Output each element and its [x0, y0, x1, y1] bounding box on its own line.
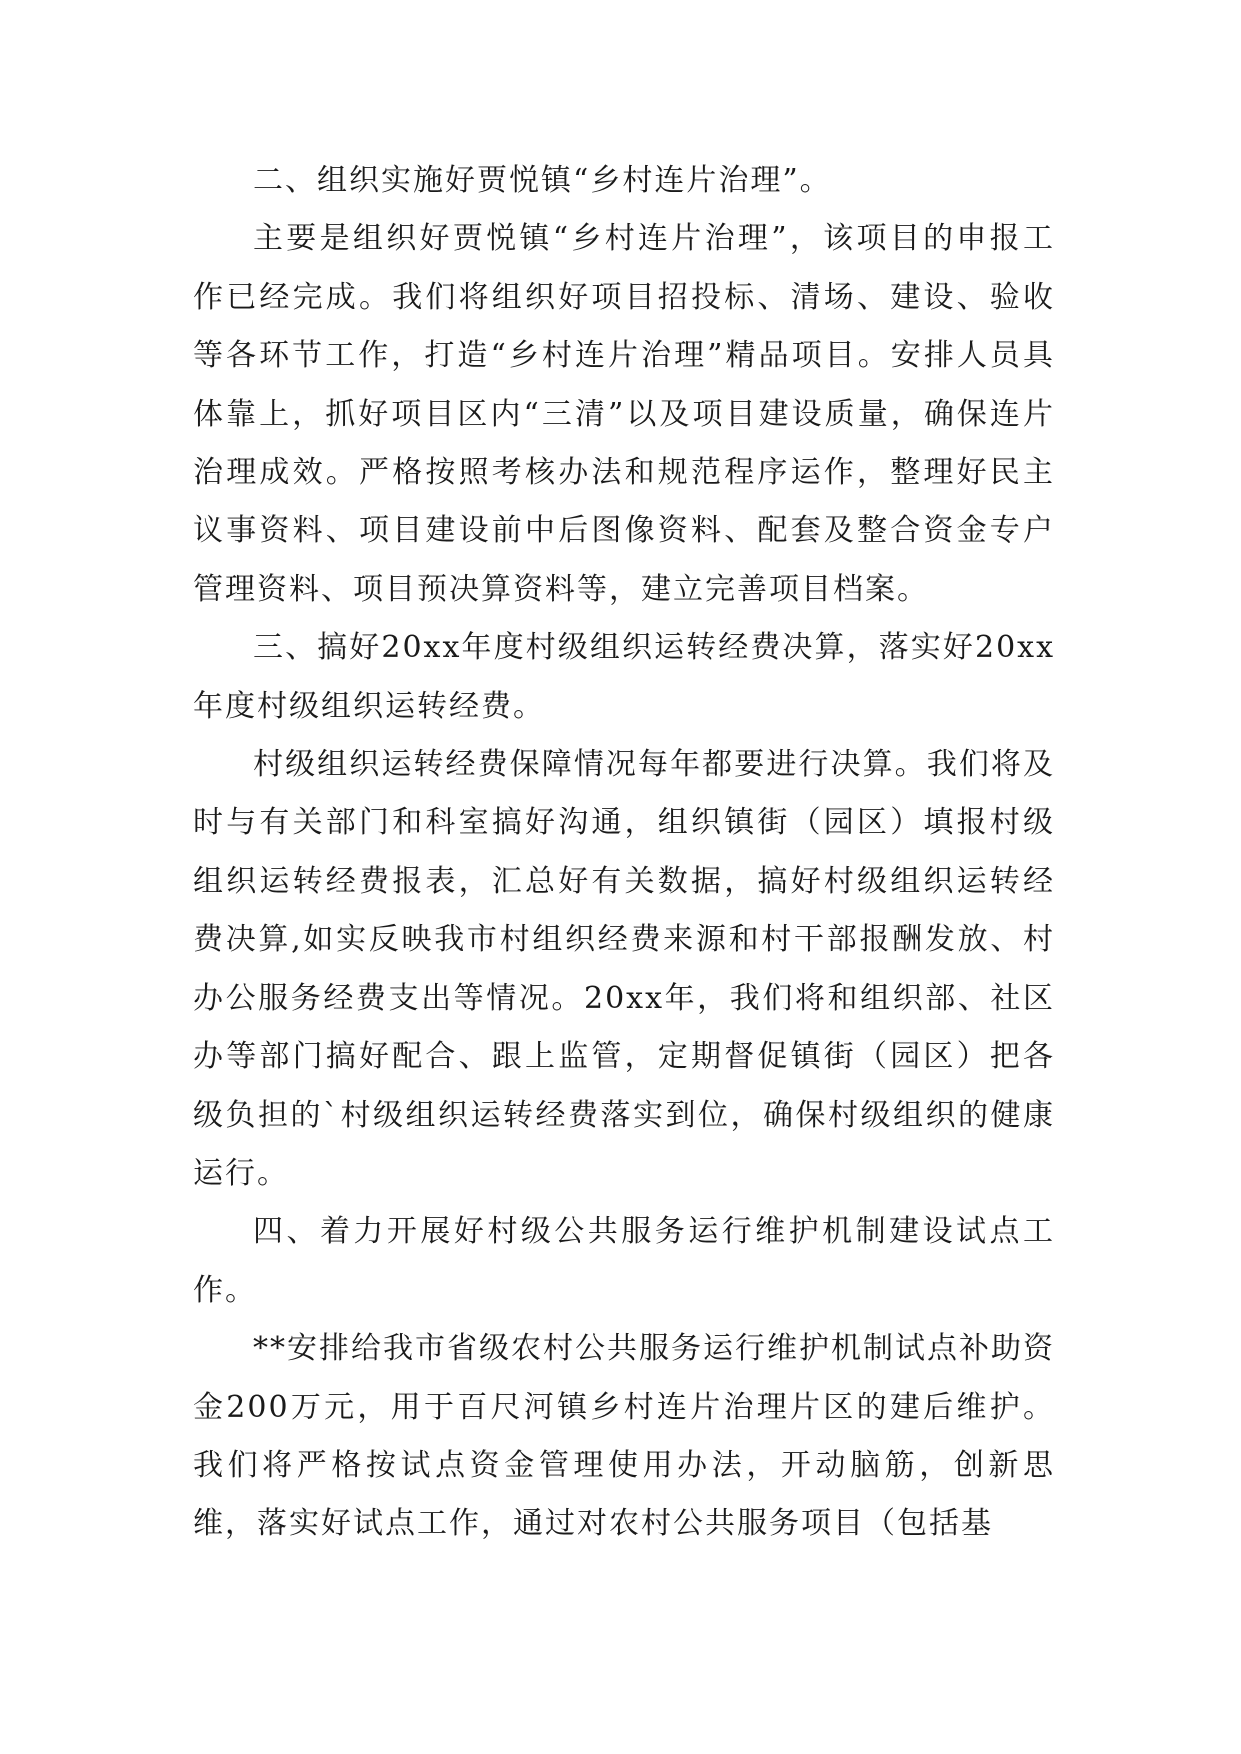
document-body — [193, 152, 1055, 1554]
section-heading-3: 三、搞好20xx年度村级组织运转经费决算，落实好20xx年度村级组织运转经费。 — [193, 630, 1055, 724]
body-paragraph: 村级组织运转经费保障情况每年都要进行决算。我们将及时与有关部门和科室搞好沟通，组织镇街（园区）填报村级组织运转经费报表，汇总好有关数据，搞好村级组织运转经费决算,如实反映我市村组织经费来源和村干部报酬发放、村办公服务经费支出等情况。20xx年，我们将和组织部、社区办等部门搞好配合、跟上监管，定期督促镇街（园区）把各级负担的`村级组织运转经费落实到位，确保村级组织的健康运行。 — [193, 747, 1055, 1191]
body-paragraph: **安排给我市省级农村公共服务运行维护机制试点补助资金200万元，用于百尺河镇乡村连片治理片区的建后维护。我们将严格按试点资金管理使用办法，开动脑筋，创新思维，落实好试点工作，通过对农村公共服务项目（包括基 — [193, 1331, 1055, 1542]
section-heading-4: 四、着力开展好村级公共服务运行维护机制建设试点工作。 — [193, 1214, 1055, 1308]
section-heading-2: 二、组织实施好贾悦镇“乡村连片治理”。 — [253, 163, 832, 198]
body-paragraph: 主要是组织好贾悦镇“乡村连片治理”，该项目的申报工作已经完成。我们将组织好项目招投标、清场、建设、验收等各环节工作，打造“乡村连片治理”精品项目。安排人员具体靠上，抓好项目区内“三清”以及项目建设质量，确保连片治理成效。严格按照考核办法和规范程序运作，整理好民主议事资料、项目建设前中后图像资料、配套及整合资金专户管理资料、项目预决算资料等，建立完善项目档案。 — [193, 221, 1055, 607]
